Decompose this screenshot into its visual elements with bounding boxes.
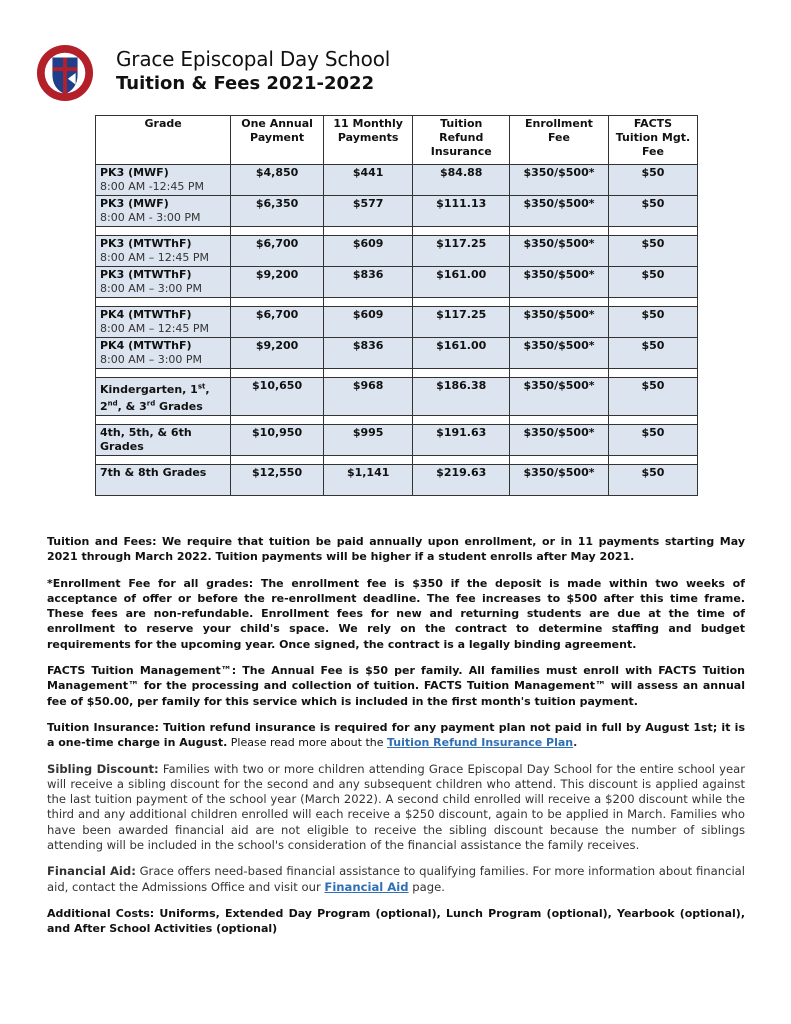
value-cell: $441 xyxy=(323,165,413,196)
value-cell: $6,350 xyxy=(231,196,324,227)
value-cell: $968 xyxy=(323,378,413,416)
value-cell: $6,700 xyxy=(231,236,324,267)
grade-time: 8:00 AM – 12:45 PM xyxy=(100,251,210,264)
page-title: Tuition & Fees 2021-2022 xyxy=(116,73,375,94)
value-cell: $350/$500* xyxy=(510,267,609,298)
value-cell: $4,850 xyxy=(231,165,324,196)
value-cell: $50 xyxy=(608,338,697,369)
spacer-row xyxy=(96,298,698,307)
policy-text xyxy=(47,534,745,948)
paragraph-label: Additional Costs: xyxy=(47,906,155,920)
paragraph xyxy=(47,906,745,937)
spacer-cell xyxy=(231,416,324,425)
table-row xyxy=(96,378,698,416)
value-cell: $186.38 xyxy=(413,378,510,416)
spacer-cell xyxy=(510,456,609,465)
school-crest-logo xyxy=(36,44,94,102)
column-header: Enrollment Fee xyxy=(510,116,609,165)
spacer-cell xyxy=(323,456,413,465)
grade-label: PK4 (MTWThF) xyxy=(100,339,192,352)
spacer-row xyxy=(96,456,698,465)
table-row xyxy=(96,425,698,456)
spacer-cell xyxy=(231,227,324,236)
paragraph xyxy=(47,720,745,751)
value-cell: $50 xyxy=(608,165,697,196)
value-cell: $1,141 xyxy=(323,465,413,496)
value-cell: $12,550 xyxy=(231,465,324,496)
paragraph-text: page. xyxy=(408,879,445,894)
paragraph-text: Families with two or more children attending Grace Episcopal Day School for the entire school year will receive a sibling discount for the second and any subsequent children who attend. This discount is applied against the last tuition payment of the school year (March 2022). A second child enrolled will receive a $200 discount while the third and any additional children enrolled will each receive a $250 discount, again to be applied in March. Families who have been awarded financial aid are not eligible to receive the sibling discount because the number of siblings attending will be included in the school's consideration of the financial assistance the family receives. xyxy=(47,761,745,853)
value-cell: $50 xyxy=(608,465,697,496)
value-cell: $836 xyxy=(323,267,413,298)
spacer-cell xyxy=(413,298,510,307)
value-cell: $6,700 xyxy=(231,307,324,338)
value-cell: $995 xyxy=(323,425,413,456)
spacer-cell xyxy=(413,227,510,236)
grade-cell xyxy=(96,378,231,416)
spacer-cell xyxy=(413,456,510,465)
paragraph xyxy=(47,663,745,709)
grade-label: PK3 (MWF) xyxy=(100,166,169,179)
paragraph-label: *Enrollment Fee for all grades: xyxy=(47,576,254,590)
spacer-cell xyxy=(96,227,231,236)
value-cell: $219.63 xyxy=(413,465,510,496)
value-cell: $50 xyxy=(608,267,697,298)
spacer-cell xyxy=(608,416,697,425)
paragraph-label: Tuition and Fees: xyxy=(47,535,157,548)
spacer-cell xyxy=(510,227,609,236)
spacer-row xyxy=(96,416,698,425)
grade-time: 8:00 AM – 3:00 PM xyxy=(100,353,203,366)
value-cell: $609 xyxy=(323,236,413,267)
value-cell: $577 xyxy=(323,196,413,227)
grade-label: PK4 (MTWThF) xyxy=(100,308,192,321)
spacer-cell xyxy=(96,456,231,465)
paragraph-link[interactable]: Tuition Refund Insurance Plan xyxy=(387,736,574,750)
paragraph xyxy=(47,534,745,565)
paragraph-text: . xyxy=(573,736,578,750)
paragraph-text: Tuition refund insurance is required for any payment plan not paid in full by August 1st; it is a one-time charge in August. xyxy=(47,720,745,750)
value-cell: $350/$500* xyxy=(510,378,609,416)
value-cell: $350/$500* xyxy=(510,196,609,227)
column-header: 11 Monthly Payments xyxy=(323,116,413,165)
grade-label: 4th, 5th, & 6th Grades xyxy=(100,426,192,454)
paragraph-text: The Annual Fee is $50 per family. All families must enroll with FACTS Tuition Management™ for the processing and collection of tuition. FACTS Tuition Management™ will assess an annual fee of $50.00, per family for this service which is included in the first month's tuition payment. xyxy=(47,664,745,708)
value-cell: $10,950 xyxy=(231,425,324,456)
column-header: Tuition Refund Insurance xyxy=(413,116,510,165)
value-cell: $191.63 xyxy=(413,425,510,456)
spacer-cell xyxy=(96,416,231,425)
spacer-cell xyxy=(323,369,413,378)
grade-label: PK3 (MWF) xyxy=(100,197,169,210)
value-cell: $350/$500* xyxy=(510,425,609,456)
spacer-cell xyxy=(510,298,609,307)
spacer-cell xyxy=(413,369,510,378)
spacer-row xyxy=(96,369,698,378)
value-cell: $84.88 xyxy=(413,165,510,196)
value-cell: $350/$500* xyxy=(510,236,609,267)
value-cell: $10,650 xyxy=(231,378,324,416)
table-row xyxy=(96,338,698,369)
spacer-cell xyxy=(231,369,324,378)
spacer-cell xyxy=(231,298,324,307)
paragraph-link[interactable]: Financial Aid xyxy=(324,879,409,894)
column-header: One Annual Payment xyxy=(231,116,324,165)
spacer-cell xyxy=(608,227,697,236)
spacer-cell xyxy=(231,456,324,465)
paragraph-label: Financial Aid: xyxy=(47,864,136,879)
grade-cell xyxy=(96,236,231,267)
table-row xyxy=(96,196,698,227)
paragraph-label: Sibling Discount: xyxy=(47,761,159,776)
grade-time: 8:00 AM – 12:45 PM xyxy=(100,322,210,335)
value-cell: $350/$500* xyxy=(510,338,609,369)
grade-time: 8:00 AM – 3:00 PM xyxy=(100,282,203,295)
value-cell: $50 xyxy=(608,378,697,416)
value-cell: $350/$500* xyxy=(510,465,609,496)
grade-cell xyxy=(96,425,231,456)
grade-cell xyxy=(96,267,231,298)
grade-time: 8:00 AM - 3:00 PM xyxy=(100,211,201,224)
value-cell: $161.00 xyxy=(413,267,510,298)
value-cell: $117.25 xyxy=(413,236,510,267)
value-cell: $50 xyxy=(608,425,697,456)
grade-label: PK3 (MTWThF) xyxy=(100,237,192,250)
grade-label: Kindergarten, 1st, 2nd, & 3rd Grades xyxy=(100,382,210,414)
value-cell: $350/$500* xyxy=(510,165,609,196)
spacer-cell xyxy=(510,369,609,378)
table-row xyxy=(96,236,698,267)
value-cell: $9,200 xyxy=(231,338,324,369)
tuition-table xyxy=(95,115,698,496)
paragraph xyxy=(47,762,745,854)
spacer-cell xyxy=(608,369,697,378)
spacer-cell xyxy=(323,227,413,236)
table-row xyxy=(96,307,698,338)
value-cell: $50 xyxy=(608,307,697,338)
paragraph-text: Grace offers need-based financial assistance to qualifying families. For more information about financial aid, contact the Admissions Office and visit our xyxy=(47,864,745,894)
grade-cell xyxy=(96,307,231,338)
value-cell: $161.00 xyxy=(413,338,510,369)
value-cell: $117.25 xyxy=(413,307,510,338)
grade-cell xyxy=(96,338,231,369)
value-cell: $9,200 xyxy=(231,267,324,298)
paragraph xyxy=(47,576,745,652)
paragraph-text: We require that tuition be paid annually upon enrollment, or in 11 payments starting May 2021 through March 2022. Tuition payments will be higher if a student enrolls after May 2021. xyxy=(47,535,745,564)
paragraph-text: The enrollment fee is $350 if the deposit is made within two weeks of acceptance of offer or before the re-enrollment deadline. The fee increases to $500 after this time frame. These fees are non-refundable. Enrollment fees for new and returning students are due at the time of enrollment to reserve your child's space. We rely on the contract to determine staffing and budget requirements for the upcoming year. Once signed, the contract is a legally binding agreement. xyxy=(47,576,745,651)
grade-cell xyxy=(96,165,231,196)
paragraph-label: Tuition Insurance: xyxy=(47,720,159,734)
value-cell: $111.13 xyxy=(413,196,510,227)
grade-cell xyxy=(96,465,231,496)
column-header: Grade xyxy=(96,116,231,165)
column-header: FACTS Tuition Mgt. Fee xyxy=(608,116,697,165)
spacer-cell xyxy=(608,456,697,465)
spacer-cell xyxy=(510,416,609,425)
paragraph xyxy=(47,864,745,895)
spacer-cell xyxy=(323,298,413,307)
grade-label: 7th & 8th Grades xyxy=(100,466,207,480)
table-row xyxy=(96,165,698,196)
value-cell: $609 xyxy=(323,307,413,338)
spacer-cell xyxy=(608,298,697,307)
grade-label: PK3 (MTWThF) xyxy=(100,268,192,281)
grade-time: 8:00 AM -12:45 PM xyxy=(100,180,205,193)
spacer-row xyxy=(96,227,698,236)
value-cell: $836 xyxy=(323,338,413,369)
paragraph-text: Please read more about the xyxy=(227,736,388,750)
paragraph-text: Uniforms, Extended Day Program (optional), Lunch Program (optional), Yearbook (optional), and After School Activities (optional) xyxy=(47,906,745,936)
spacer-cell xyxy=(413,416,510,425)
spacer-cell xyxy=(323,416,413,425)
value-cell: $50 xyxy=(608,236,697,267)
school-name: Grace Episcopal Day School xyxy=(116,47,391,71)
value-cell: $350/$500* xyxy=(510,307,609,338)
table-row xyxy=(96,267,698,298)
spacer-cell xyxy=(96,298,231,307)
spacer-cell xyxy=(96,369,231,378)
table-row xyxy=(96,465,698,496)
grade-cell xyxy=(96,196,231,227)
value-cell: $50 xyxy=(608,196,697,227)
paragraph-label: FACTS Tuition Management™: xyxy=(47,664,237,678)
